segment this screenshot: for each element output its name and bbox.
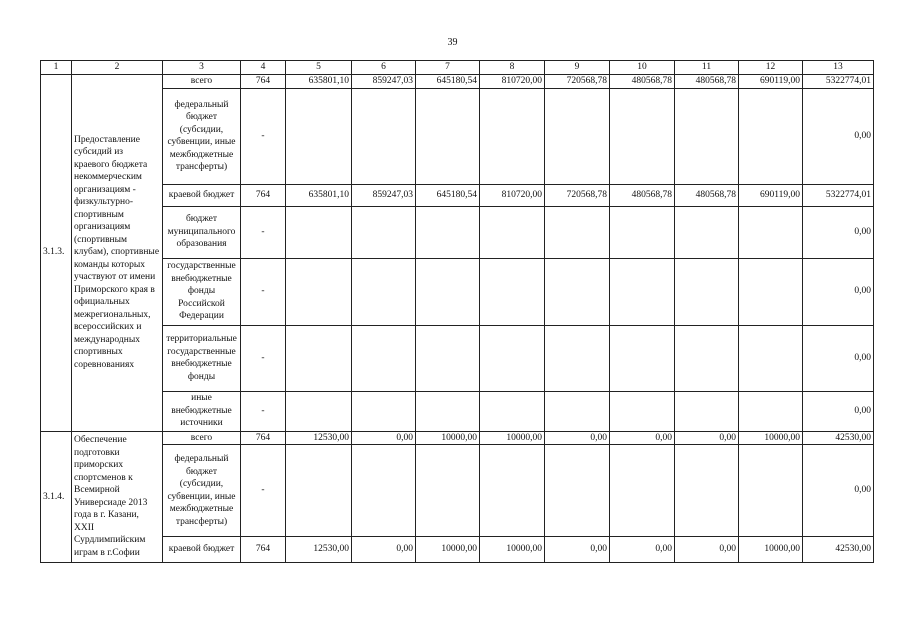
value-cell: 10000,00: [739, 431, 803, 445]
funding-source: бюджет муниципального образования: [163, 206, 241, 258]
kbk-code: 764: [241, 537, 286, 563]
total-cell: 0,00: [803, 445, 874, 537]
value-cell: [352, 391, 416, 431]
value-cell: 12530,00: [286, 431, 352, 445]
value-cell: 0,00: [675, 537, 739, 563]
total-cell: 0,00: [803, 206, 874, 258]
value-cell: [610, 445, 675, 537]
column-header: 4: [241, 61, 286, 75]
value-cell: [352, 206, 416, 258]
funding-source: краевой бюджет: [163, 184, 241, 206]
table-row: [41, 537, 874, 563]
value-cell: 859247,03: [352, 184, 416, 206]
kbk-code: -: [241, 391, 286, 431]
value-cell: 690119,00: [739, 74, 803, 88]
kbk-code: -: [241, 206, 286, 258]
table-row: [41, 445, 874, 537]
section-code: 3.1.3.: [41, 74, 72, 431]
value-cell: [416, 391, 480, 431]
value-cell: 0,00: [352, 537, 416, 563]
value-cell: 0,00: [545, 537, 610, 563]
funding-source: иные внебюджетные источники: [163, 391, 241, 431]
value-cell: [286, 391, 352, 431]
column-header: 13: [803, 61, 874, 75]
value-cell: [286, 206, 352, 258]
kbk-code: 764: [241, 74, 286, 88]
value-cell: [416, 206, 480, 258]
funding-source: федеральный бюджет (субсидии, субвенции, иные межбюджетные трансферты): [163, 445, 241, 537]
value-cell: [739, 445, 803, 537]
value-cell: 480568,78: [675, 184, 739, 206]
value-cell: [545, 445, 610, 537]
value-cell: [480, 258, 545, 325]
kbk-code: 764: [241, 431, 286, 445]
value-cell: [352, 445, 416, 537]
value-cell: 0,00: [545, 431, 610, 445]
value-cell: [352, 325, 416, 391]
value-cell: [352, 258, 416, 325]
header-row: [41, 61, 874, 75]
section-description: Обеспечение подготовки приморских спортсменов к Всемирной Универсиаде 2013 года в г. Казани, XXII Сурдлимпийским играм в г.Софии: [72, 431, 163, 563]
value-cell: [545, 391, 610, 431]
value-cell: [480, 88, 545, 184]
value-cell: 10000,00: [480, 431, 545, 445]
value-cell: 810720,00: [480, 74, 545, 88]
value-cell: 10000,00: [416, 537, 480, 563]
column-header: 1: [41, 61, 72, 75]
value-cell: [545, 88, 610, 184]
value-cell: [480, 445, 545, 537]
value-cell: 480568,78: [675, 74, 739, 88]
value-cell: [610, 206, 675, 258]
value-cell: 720568,78: [545, 74, 610, 88]
funding-source: государственные внебюджетные фонды Российской Федерации: [163, 258, 241, 325]
value-cell: [610, 258, 675, 325]
value-cell: 810720,00: [480, 184, 545, 206]
value-cell: [480, 391, 545, 431]
value-cell: [416, 88, 480, 184]
total-cell: 0,00: [803, 391, 874, 431]
value-cell: [286, 325, 352, 391]
value-cell: [545, 206, 610, 258]
table-row: [41, 258, 874, 325]
total-cell: 42530,00: [803, 537, 874, 563]
value-cell: [675, 88, 739, 184]
value-cell: 635801,10: [286, 74, 352, 88]
value-cell: [545, 325, 610, 391]
section-code: 3.1.4.: [41, 431, 72, 563]
value-cell: 480568,78: [610, 74, 675, 88]
value-cell: 480568,78: [610, 184, 675, 206]
funding-source: всего: [163, 74, 241, 88]
value-cell: [610, 391, 675, 431]
value-cell: 10000,00: [416, 431, 480, 445]
value-cell: 0,00: [675, 431, 739, 445]
value-cell: [480, 206, 545, 258]
value-cell: 859247,03: [352, 74, 416, 88]
value-cell: [610, 325, 675, 391]
funding-source: федеральный бюджет (субсидии, субвенции, иные межбюджетные трансферты): [163, 88, 241, 184]
value-cell: [480, 325, 545, 391]
value-cell: 10000,00: [480, 537, 545, 563]
value-cell: [286, 258, 352, 325]
column-header: 5: [286, 61, 352, 75]
value-cell: [675, 325, 739, 391]
column-header: 7: [416, 61, 480, 75]
total-cell: 0,00: [803, 325, 874, 391]
value-cell: [675, 445, 739, 537]
value-cell: 10000,00: [739, 537, 803, 563]
value-cell: [352, 88, 416, 184]
value-cell: [416, 258, 480, 325]
column-header: 9: [545, 61, 610, 75]
table-row: [41, 74, 874, 88]
column-header: 10: [610, 61, 675, 75]
column-header: 6: [352, 61, 416, 75]
value-cell: [675, 206, 739, 258]
table-row: [41, 325, 874, 391]
value-cell: 12530,00: [286, 537, 352, 563]
funding-source: краевой бюджет: [163, 537, 241, 563]
kbk-code: -: [241, 88, 286, 184]
value-cell: [739, 391, 803, 431]
value-cell: [739, 258, 803, 325]
funding-source: территориальные государственные внебюджетные фонды: [163, 325, 241, 391]
value-cell: [675, 258, 739, 325]
value-cell: [416, 445, 480, 537]
value-cell: [610, 88, 675, 184]
value-cell: 0,00: [610, 431, 675, 445]
value-cell: [739, 88, 803, 184]
section-description: Предоставление субсидий из краевого бюджета некоммерческим организациям - физкультурно-спортивным организациям (спортивным клубам), спортивные команды которых участвуют от имени Приморского края в официальных межрегиональных, всероссийских и международных спортивных соревнованиях: [72, 74, 163, 431]
table-row: [41, 431, 874, 445]
table-row: [41, 391, 874, 431]
kbk-code: -: [241, 258, 286, 325]
value-cell: 0,00: [352, 431, 416, 445]
value-cell: 635801,10: [286, 184, 352, 206]
total-cell: 5322774,01: [803, 184, 874, 206]
value-cell: [675, 391, 739, 431]
value-cell: 0,00: [610, 537, 675, 563]
value-cell: [286, 445, 352, 537]
table-row: [41, 88, 874, 184]
funding-source: всего: [163, 431, 241, 445]
total-cell: 42530,00: [803, 431, 874, 445]
value-cell: [739, 206, 803, 258]
column-header: 11: [675, 61, 739, 75]
value-cell: [286, 88, 352, 184]
value-cell: 690119,00: [739, 184, 803, 206]
column-header: 8: [480, 61, 545, 75]
total-cell: 0,00: [803, 88, 874, 184]
column-header: 3: [163, 61, 241, 75]
value-cell: [739, 325, 803, 391]
value-cell: [545, 258, 610, 325]
budget-table: [40, 60, 874, 563]
kbk-code: 764: [241, 184, 286, 206]
page-number: 39: [447, 37, 458, 48]
total-cell: 0,00: [803, 258, 874, 325]
column-header: 2: [72, 61, 163, 75]
value-cell: 645180,54: [416, 74, 480, 88]
value-cell: 720568,78: [545, 184, 610, 206]
value-cell: 645180,54: [416, 184, 480, 206]
column-header: 12: [739, 61, 803, 75]
value-cell: [416, 325, 480, 391]
total-cell: 5322774,01: [803, 74, 874, 88]
table-row: [41, 184, 874, 206]
kbk-code: -: [241, 445, 286, 537]
table-row: [41, 206, 874, 258]
kbk-code: -: [241, 325, 286, 391]
